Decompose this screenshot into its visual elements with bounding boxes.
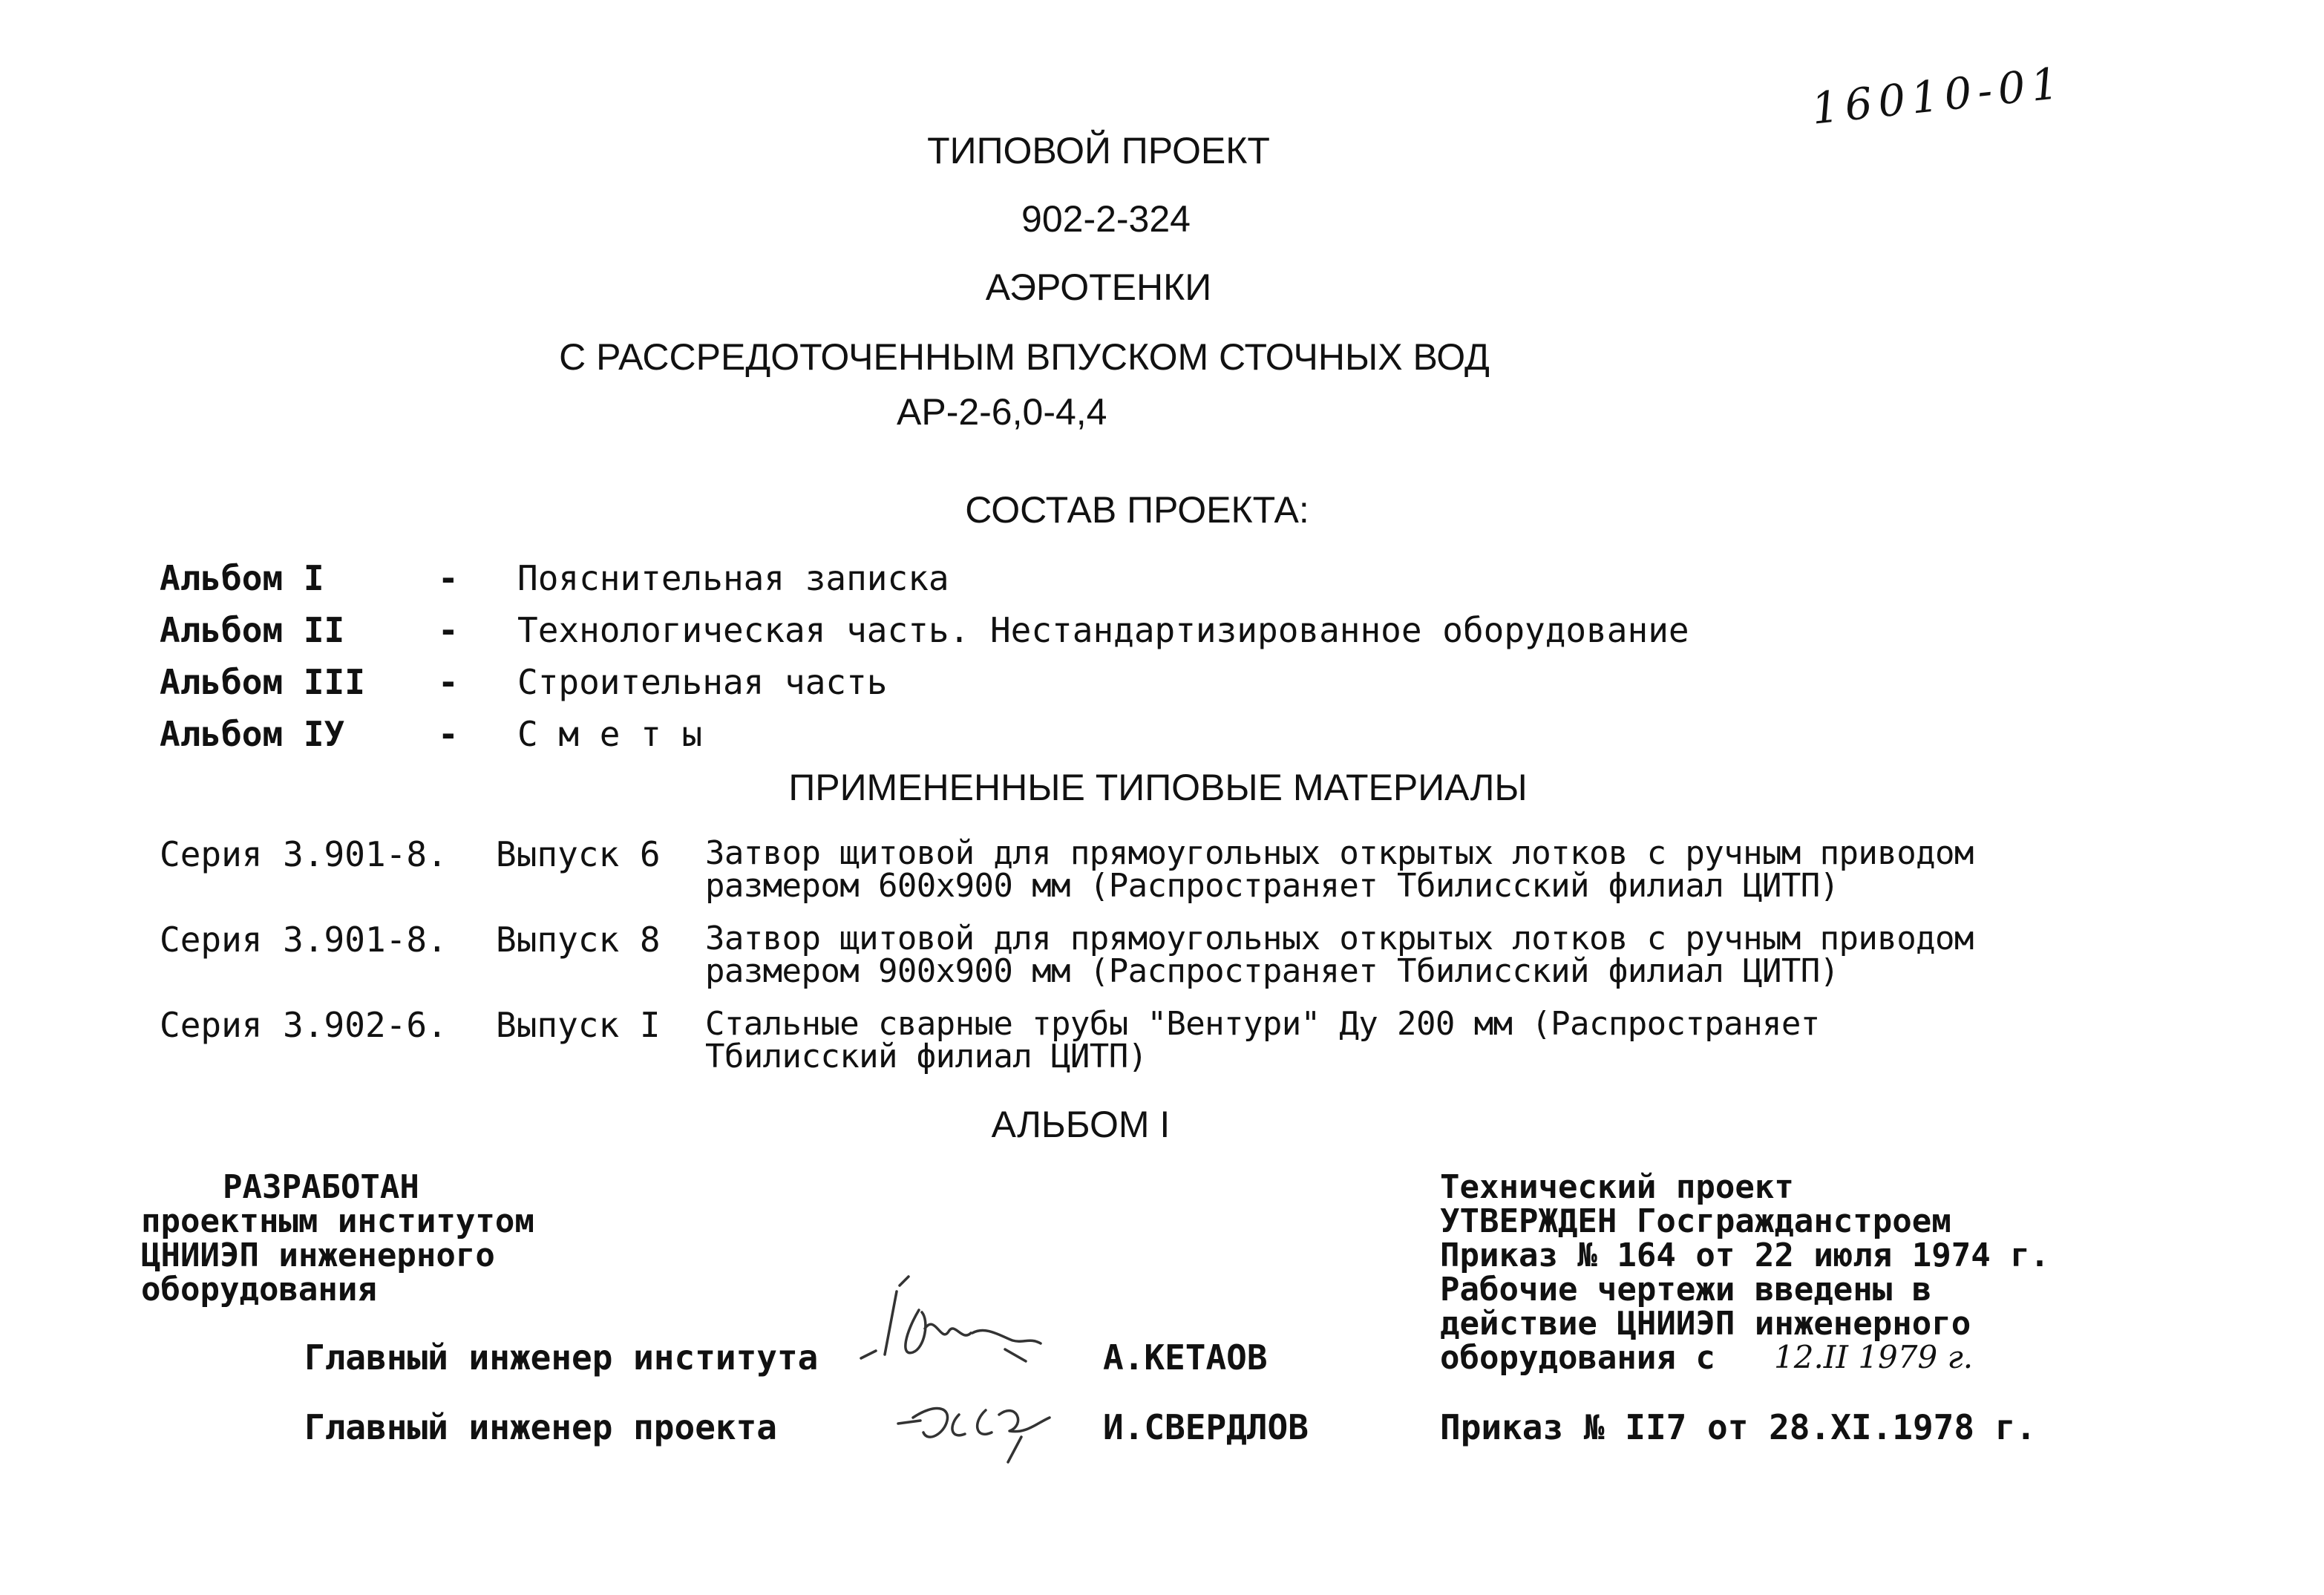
material-series: Серия 3.901-8. xyxy=(160,834,448,874)
album-dash: - xyxy=(438,662,459,702)
project-subtitle: С РАССРЕДОТОЧЕННЫМ ВПУСКОМ СТОЧНЫХ ВОД xyxy=(559,336,1490,378)
developed-title: РАЗРАБОТАН xyxy=(223,1168,419,1206)
signature-name: А.КЕТАОВ xyxy=(1103,1337,1268,1378)
document-number: 16010-01 xyxy=(1809,57,2067,134)
developed-line: оборудования xyxy=(141,1271,377,1309)
album-description: Технологическая часть. Нестандартизированное оборудование xyxy=(517,610,1689,650)
header-typical-project: ТИПОВОЙ ПРОЕКТ xyxy=(927,130,1270,171)
material-description: Тбилисский филиал ЦИТП) xyxy=(705,1038,1148,1075)
material-description: размером 900х900 мм (Распространяет Тбилисский филиал ЦИТП) xyxy=(705,952,1839,990)
approval-line: Рабочие чертежи введены в xyxy=(1440,1271,1932,1309)
signature-name: И.СВЕРДЛОВ xyxy=(1103,1407,1309,1447)
approval-line: действие ЦНИИЭП инженерного xyxy=(1440,1305,1971,1343)
album-description: С м е т ы xyxy=(517,714,703,754)
material-series: Серия 3.902-6. xyxy=(160,1005,448,1045)
album-dash: - xyxy=(438,610,459,650)
material-description: Затвор щитовой для прямоугольных открытых лотков с ручным приводом xyxy=(705,920,1974,957)
album-label: Альбом I xyxy=(160,558,324,598)
composition-heading: СОСТАВ ПРОЕКТА: xyxy=(965,489,1309,531)
signature-ketaov xyxy=(854,1269,1054,1381)
album-description: Пояснительная записка xyxy=(517,558,949,598)
developed-line: проектным институтом xyxy=(141,1202,534,1240)
approval-line: УТВЕРЖДЕН Госгражданстроем xyxy=(1440,1202,1951,1240)
approval-effect-date: 12.II 1979 г. xyxy=(1774,1339,1974,1375)
material-issue: Выпуск 6 xyxy=(496,834,661,874)
material-issue: Выпуск I xyxy=(496,1005,661,1045)
approval-order: Приказ № II7 от 28.XI.1978 г. xyxy=(1440,1407,2037,1447)
approval-effect-prefix: оборудования с xyxy=(1440,1339,1715,1377)
signature-sverdlov xyxy=(891,1388,1084,1470)
approval-line: Технический проект xyxy=(1440,1168,1794,1206)
album-label: Альбом III xyxy=(160,662,365,702)
material-issue: Выпуск 8 xyxy=(496,920,661,960)
album-dash: - xyxy=(438,558,459,598)
album-label: Альбом II xyxy=(160,610,345,650)
material-description: размером 600х900 мм (Распространяет Тбилисский филиал ЦИТП) xyxy=(705,867,1839,905)
album-dash: - xyxy=(438,714,459,754)
material-description: Затвор щитовой для прямоугольных открытых лотков с ручным приводом xyxy=(705,834,1974,872)
album-label: Альбом IУ xyxy=(160,714,345,754)
project-model: АР-2-6,0-4,4 xyxy=(897,391,1107,433)
material-series: Серия 3.901-8. xyxy=(160,920,448,960)
album-one-label: АЛЬБОМ I xyxy=(991,1104,1171,1145)
developed-line: ЦНИИЭП инженерного xyxy=(141,1237,495,1274)
signature-role: Главный инженер института xyxy=(304,1337,819,1378)
project-code: 902-2-324 xyxy=(1021,198,1191,240)
material-description: Стальные сварные трубы "Вентури" Ду 200 мм (Распространяет xyxy=(705,1005,1820,1043)
project-title: АЭРОТЕНКИ xyxy=(985,266,1212,308)
approval-line: Приказ № 164 от 22 июля 1974 г. xyxy=(1440,1237,2050,1274)
materials-heading: ПРИМЕНЕННЫЕ ТИПОВЫЕ МАТЕРИАЛЫ xyxy=(788,767,1528,808)
signature-role: Главный инженер проекта xyxy=(304,1407,777,1447)
album-description: Строительная часть xyxy=(517,662,888,702)
